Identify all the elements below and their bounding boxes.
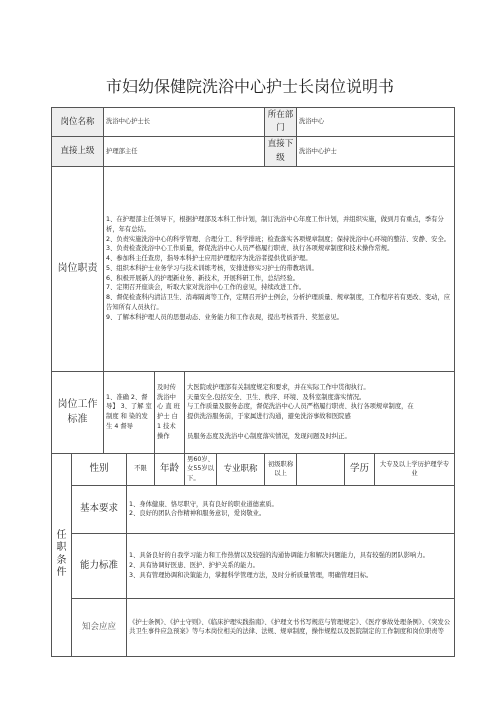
duty-item: 1、在护理部主任领导下，根据护理部及本科工作计划，制订洗浴中心年度工作计划，并组织实施，做到月有重点，季有分析，年有总结。 <box>106 216 444 233</box>
edu-label: 学历 <box>345 453 375 485</box>
knowledge-label: 知会应应 <box>72 598 127 656</box>
standard-label: 岗位工作标准 <box>52 371 104 453</box>
standard-line: 天量安全,包括安全、卫生、秩序、环境、及科室制度落实情况。 <box>187 393 366 401</box>
page-title: 市妇幼保健院洗浴中心护士长岗位说明书 <box>105 77 394 96</box>
subordinate-label: 直接下级 <box>265 137 297 166</box>
job-description-table <box>51 107 455 657</box>
standard-col2: 及时传 洗浴中心 直 班 护士 白 1 技术 操作 <box>155 371 185 453</box>
knowledge-content: 《护士条例》、《护士守则》、《临床护理实践指南》、《护理文书书写规范与管理规定》、《医疗事故处理条例》、《突发公共卫生事件应急预案》等与本岗位相关的法律、法规、规章制度，操作规程以及医院制定的工作制度和岗位职责等 <box>127 598 455 656</box>
standard-line: 提供洗浴服务前，于家属进行沟通，避免洗浴事故和医院感 <box>187 413 351 421</box>
title-value-extra <box>297 453 345 485</box>
title-value: 初级职称以上 <box>265 453 297 485</box>
subordinate-value: 洗浴中心护士 <box>297 137 455 166</box>
ability-item: 1、具备良好的自我学习能力和工作热情以及较强的沟通协调能力和解决问题能力，具有较强的团队影响力。 <box>129 552 429 560</box>
duty-item: 9、了解本科护理人员的思想动态、业务能力和工作表现，提出考核晋升、奖惩意见。 <box>106 313 344 321</box>
row-position <box>52 108 455 137</box>
ability-item: 3、具有管理协调和决策能力，掌握科学管理方法，及时分析质量管理，明确管理目标。 <box>129 571 373 579</box>
row-standard <box>52 371 455 453</box>
standard-col3 <box>185 371 455 453</box>
qual-group-label: 任职条件 <box>52 453 72 656</box>
gender-value: 不限 <box>127 453 155 485</box>
row-qual-basic-info <box>52 453 455 485</box>
title-label: 专业职称 <box>217 453 265 485</box>
duty-item: 4、参加科主任查房，指导本科护士应用护理程序为洗浴者提供优质护理。 <box>106 255 312 263</box>
standard-line: 与工作质量及服务态度，督促洗浴中心人员严格履行职责、执行各项规章制度，在 <box>187 403 414 411</box>
position-label: 岗位名称 <box>52 108 104 137</box>
superior-label: 直接上级 <box>52 137 104 166</box>
dept-label: 所在部门 <box>265 108 297 137</box>
age-value: 男60岁、女55岁以下。 <box>185 453 217 485</box>
row-superior <box>52 137 455 166</box>
duty-item: 7、定期召开座谈会，听取大家对洗浴中心工作的意见，持续改进工作。 <box>106 284 306 292</box>
duty-item: 8、督促检查科内清洁卫生、消毒隔离等工作，定期召开护士例会，分析护理质量、规章制度，工作程序若有更改、变动，应告知所有人员执行。 <box>106 294 451 311</box>
standard-line <box>187 422 452 432</box>
row-basic-requirements <box>52 485 455 533</box>
duty-item: 6、积极开展新人的护理新业务、新技术，开展科研工作，总结经验。 <box>106 274 299 282</box>
row-ability <box>52 533 455 598</box>
standard-line: 员服务态度及洗浴中心制度落实情况，发现问题及时纠正。 <box>187 432 351 440</box>
basic-item: 2、良好的团队合作精神和服务意识，爱岗敬业。 <box>129 510 266 518</box>
edu-value: 大专及以上学历护理学专业 <box>375 453 455 485</box>
ability-label: 能力标准 <box>72 533 127 598</box>
standard-line: 大医院或护理部有关制度规定和要求，并在实际工作中贯彻执行。 <box>187 383 370 391</box>
ability-content <box>127 533 455 598</box>
row-duties <box>52 166 455 371</box>
duties-content <box>104 166 455 371</box>
basic-label: 基本要求 <box>72 485 127 533</box>
basic-content <box>127 485 455 533</box>
standard-col1: 1、准确 2、督导】 3、了解 室 制度 和 染的发生 4 督导 <box>104 371 155 453</box>
superior-value: 护理部主任 <box>104 137 265 166</box>
duty-item: 5、组织本科护士业务学习与技术训练考核，安排进修实习护士的带教培训。 <box>106 264 318 272</box>
dept-value: 洗浴中心 <box>297 108 455 137</box>
duty-item: 2、负责实施洗浴中心的科学管理、合理分工、科学排班；检查落实各项规章制度；保持洗浴中心环境的整洁、安静、安全。 <box>106 235 451 243</box>
age-label: 年龄 <box>155 453 185 485</box>
basic-item: 1、身体健康、恪尽职守，具有良好的职业道德素质。 <box>129 500 278 508</box>
ability-item: 2、具有协调好医患、医护、护护关系的能力。 <box>129 562 259 570</box>
gender-label: 性别 <box>72 453 127 485</box>
row-knowledge <box>52 598 455 656</box>
duty-item: 3、负责检查洗浴中心工作质量，督促洗浴中心人员严格履行职责、执行各项规章制度和技术操作常规。 <box>106 245 394 253</box>
position-value: 洗浴中心护士长 <box>104 108 265 137</box>
duties-label: 岗位职责 <box>52 166 104 371</box>
